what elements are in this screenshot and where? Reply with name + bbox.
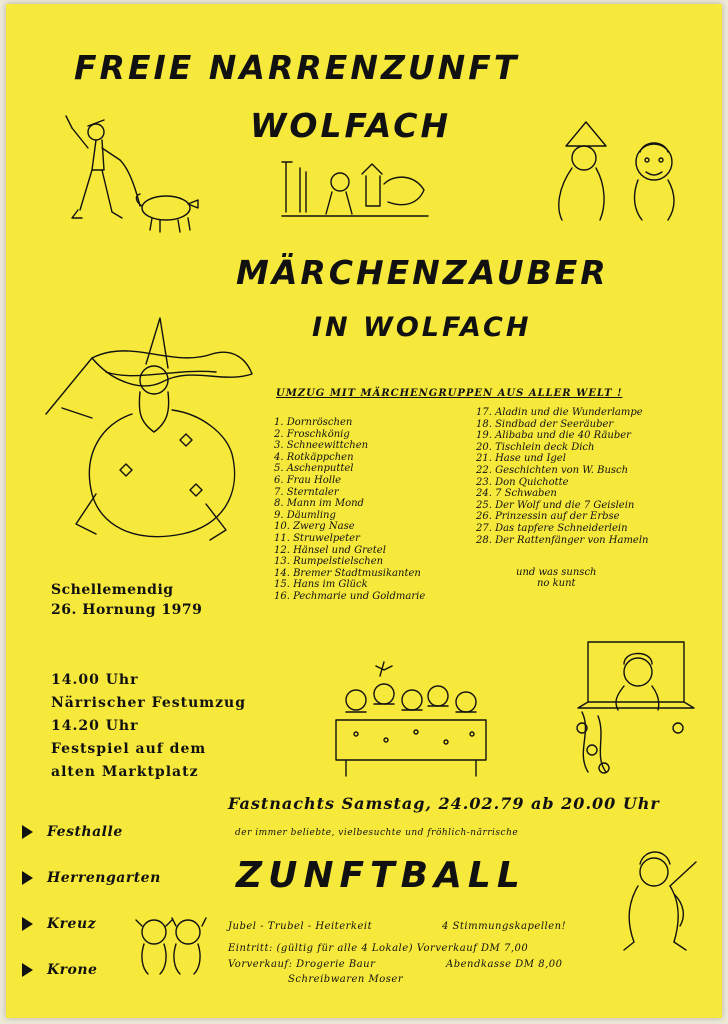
event-title: MÄRCHENZAUBER [236, 253, 609, 292]
witch-and-troll-illustration [536, 116, 696, 226]
list-item: 27. Das tapfere Schneiderlein [476, 522, 628, 534]
ball-bands: 4 Stimmungskapellen! [442, 921, 567, 932]
arrow-right-icon [22, 963, 33, 977]
parade-extra-note: und was sunsch no kunt [516, 567, 597, 589]
list-item: 7. Sterntaler [274, 486, 339, 498]
list-item: 5. Aschenputtel [274, 463, 354, 475]
venue-krone: Krone [22, 962, 97, 978]
ball-motto: Jubel - Trubel - Heiterkeit [228, 921, 373, 932]
event-subtitle: IN WOLFACH [312, 312, 532, 343]
event-schedule: 14.00 Uhr Närrischer Festumzug 14.20 Uhr Festspiel auf dem alten Marktplatz [51, 672, 247, 780]
ball-presale-location-2: Schreibwaren Moser [288, 974, 404, 985]
parade-heading: UMZUG MIT MÄRCHENGRUPPEN AUS ALLER WELT ! [276, 388, 623, 399]
list-item: 1. Dornröschen [274, 417, 353, 428]
list-item: 15. Hans im Glück [274, 579, 368, 591]
arrow-right-icon [22, 825, 33, 839]
list-item: 9. Däumling [274, 509, 336, 521]
wanderer-with-pig-illustration [58, 112, 208, 242]
list-item: 25. Der Wolf und die 7 Geislein [476, 499, 635, 511]
poster [6, 4, 722, 1018]
list-item: 3. Schneewittchen [274, 440, 369, 452]
arrow-right-icon [22, 917, 33, 931]
wizard-with-flag-illustration [36, 314, 256, 564]
ball-entry-price: Eintritt: (gültig für alle 4 Lokale) Vorverkauf DM 7,00 [228, 943, 529, 954]
list-item: 6. Frau Holle [274, 474, 342, 486]
list-item: 21. Hase und Igel [476, 453, 566, 465]
list-item: 24. 7 Schwaben [476, 488, 557, 500]
guild-title: FREIE NARRENZUNFT [74, 48, 520, 87]
list-item: 28. Der Rattenfänger von Hameln [476, 534, 649, 546]
fairy-scene-illustration [280, 154, 430, 224]
children-illustration [132, 914, 212, 976]
list-item: 18. Sindbad der Seeräuber [476, 418, 614, 430]
event-date: Schellemendig 26. Hornung 1979 [51, 582, 203, 618]
venue-herrengarten: Herrengarten [22, 870, 161, 886]
list-item: 12. Hänsel und Gretel [274, 544, 386, 556]
list-item: 19. Alibaba und die 40 Räuber [476, 430, 631, 442]
town-title: WOLFACH [250, 106, 452, 145]
list-item: 17. Aladin und die Wunderlampe [476, 407, 643, 418]
ball-title: ZUNFTBALL [236, 855, 526, 896]
clown-dancer-illustration [614, 846, 704, 956]
list-item: 13. Rumpelstielschen [274, 556, 384, 568]
list-item: 10. Zwerg Nase [274, 521, 355, 533]
venue-kreuz: Kreuz [22, 916, 96, 932]
list-item: 22. Geschichten von W. Busch [476, 464, 629, 476]
list-item: 23. Don Quichotte [476, 476, 569, 488]
list-item: 20. Tischlein deck Dich [476, 441, 595, 453]
rapunzel-window-illustration [568, 632, 698, 782]
list-item: 16. Pechmarie und Goldmarie [274, 590, 426, 602]
ball-subtitle: der immer beliebte, vielbesuchte und fröhlich-närrische [235, 828, 519, 838]
arrow-right-icon [22, 871, 33, 885]
list-item: 4. Rotkäppchen [274, 451, 354, 463]
list-item: 14. Bremer Stadtmusikanten [274, 567, 421, 579]
ball-box-office-price: Abendkasse DM 8,00 [446, 959, 563, 970]
parade-groups-right [476, 407, 649, 546]
ball-date-line: Fastnachts Samstag, 24.02.79 ab 20.00 Uhr [228, 794, 660, 813]
ball-presale-location: Vorverkauf: Drogerie Baur [228, 959, 376, 970]
venue-festhalle: Festhalle [22, 824, 123, 840]
list-item: 11. Struwelpeter [274, 532, 360, 544]
banquet-illustration [326, 660, 496, 780]
list-item: 26. Prinzessin auf der Erbse [476, 511, 620, 523]
parade-groups-left [274, 417, 425, 603]
list-item: 2. Froschkönig [274, 428, 350, 440]
list-item: 8. Mann im Mond [274, 498, 364, 510]
